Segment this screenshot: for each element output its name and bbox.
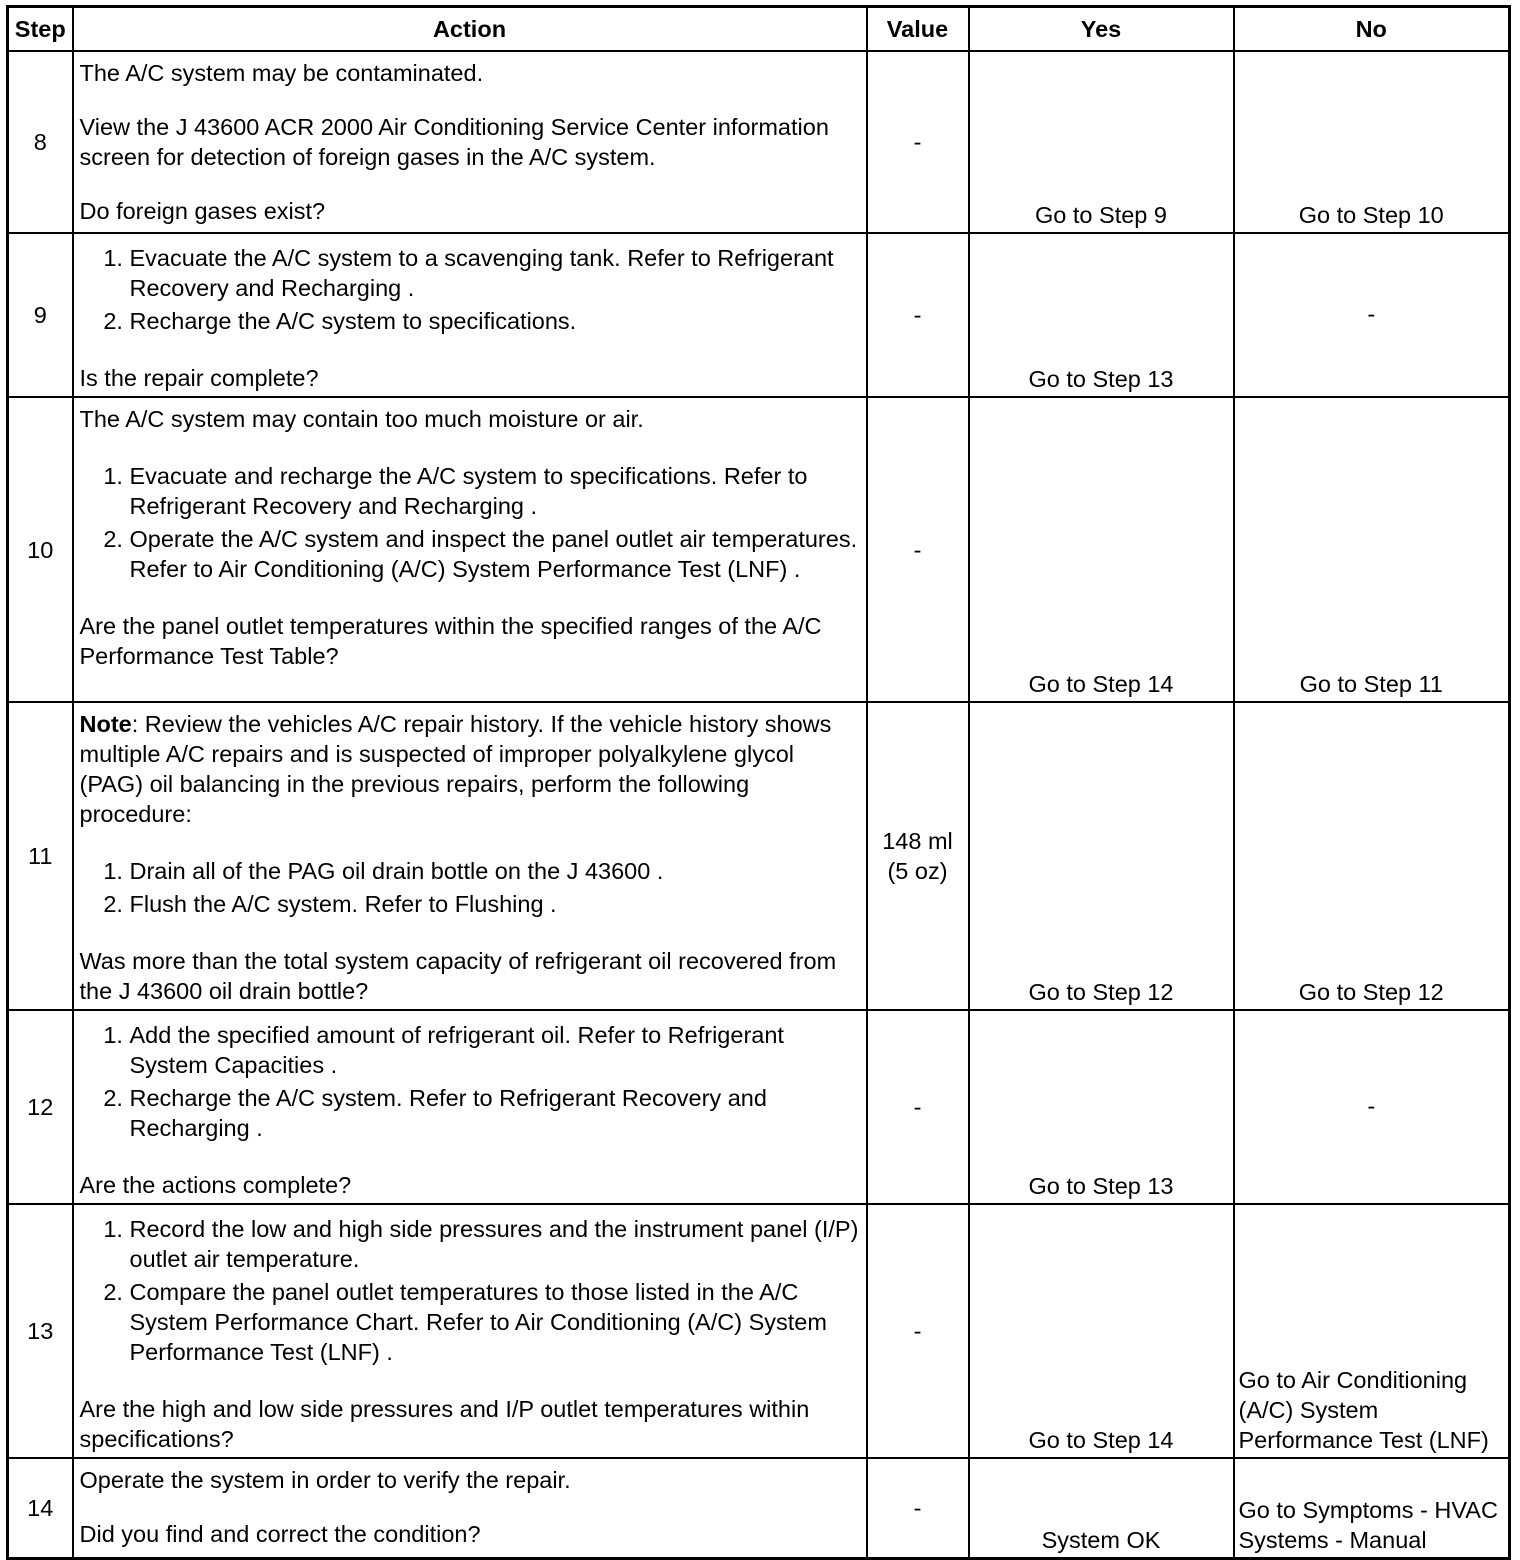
action-question: Is the repair complete?	[79, 365, 319, 391]
table-row	[8, 1204, 1510, 1458]
yes-cell: Go to Step 14	[969, 1204, 1234, 1458]
header-no: No	[1234, 7, 1510, 52]
no-cell: Go to Step 12	[1234, 702, 1510, 1010]
step-number: 10	[8, 397, 73, 702]
value-cell	[867, 702, 969, 1010]
action-question: Do foreign gases exist?	[79, 198, 326, 224]
yes-cell: Go to Step 13	[969, 233, 1234, 397]
step-number: 11	[8, 702, 73, 1010]
action-text: Operate the system in order to verify the repair.	[79, 1467, 571, 1493]
action-steps-list	[80, 461, 860, 584]
header-row	[8, 7, 1510, 52]
list-item: 2. Operate the A/C system and inspect the panel outlet air temperatures. Refer to Air Conditioning (A/C) System Performance Test (LNF) .	[130, 524, 860, 584]
table-row	[8, 1458, 1510, 1558]
list-item: 1. Record the low and high side pressures and the instrument panel (I/P) outlet air temperature.	[130, 1214, 860, 1274]
yes-cell: Go to Step 12	[969, 702, 1234, 1010]
step-number: 8	[8, 51, 73, 233]
no-cell: Go to Air Conditioning (A/C) System Performance Test (LNF)	[1234, 1204, 1510, 1458]
value-cell: -	[867, 1458, 969, 1558]
yes-cell: Go to Step 14	[969, 397, 1234, 702]
yes-cell: Go to Step 13	[969, 1010, 1234, 1204]
note-label: Note	[79, 711, 132, 737]
action-question: Are the high and low side pressures and I/P outlet temperatures within specifications?	[79, 1396, 810, 1452]
header-yes: Yes	[969, 7, 1234, 52]
action-cell	[73, 1010, 867, 1204]
action-steps-list	[80, 1020, 860, 1143]
header-action: Action	[73, 7, 867, 52]
value-cell: -	[867, 1010, 969, 1204]
value-cell: -	[867, 233, 969, 397]
no-cell: Go to Step 10	[1234, 51, 1510, 233]
action-cell	[73, 51, 867, 233]
action-question: Are the actions complete?	[79, 1172, 352, 1198]
step-number: 14	[8, 1458, 73, 1558]
action-question: Are the panel outlet temperatures within the specified ranges of the A/C Performance Test Table?	[79, 613, 822, 669]
list-item: 2. Compare the panel outlet temperatures to those listed in the A/C System Performance Chart. Refer to Air Conditioning (A/C) System Performance Test (LNF) .	[130, 1277, 860, 1367]
value-amount: 148 ml	[882, 828, 953, 854]
list-item: 1. Evacuate the A/C system to a scavenging tank. Refer to Refrigerant Recovery and Recharging .	[130, 243, 860, 303]
value-amount-alt: (5 oz)	[887, 858, 948, 884]
list-item: 2. Recharge the A/C system to specifications.	[130, 306, 860, 336]
table-row	[8, 702, 1510, 1010]
note-paragraph	[80, 709, 860, 829]
list-item: 1. Drain all of the PAG oil drain bottle on the J 43600 .	[130, 856, 860, 886]
table-row	[8, 51, 1510, 233]
action-cell	[73, 1458, 867, 1558]
diagnostic-table	[6, 5, 1511, 1560]
note-text: : Review the vehicles A/C repair history. If the vehicle history shows multiple A/C repairs and is suspected of improper polyalkylene glycol (PAG) oil balancing in the previous repairs, perform the following procedure:	[79, 711, 832, 827]
list-item: 1. Evacuate and recharge the A/C system to specifications. Refer to Refrigerant Recovery and Recharging .	[130, 461, 860, 521]
list-item: 2. Recharge the A/C system. Refer to Refrigerant Recovery and Recharging .	[130, 1083, 860, 1143]
action-cell	[73, 397, 867, 702]
action-text: View the J 43600 ACR 2000 Air Conditioning Service Center information screen for detection of foreign gases in the A/C system.	[79, 114, 829, 170]
yes-cell: System OK	[969, 1458, 1234, 1558]
table-row	[8, 233, 1510, 397]
list-item: 1. Add the specified amount of refrigerant oil. Refer to Refrigerant System Capacities .	[130, 1020, 860, 1080]
table-row	[8, 397, 1510, 702]
no-cell: -	[1234, 233, 1510, 397]
step-number: 9	[8, 233, 73, 397]
action-cell	[73, 702, 867, 1010]
yes-cell: Go to Step 9	[969, 51, 1234, 233]
no-cell: -	[1234, 1010, 1510, 1204]
step-number: 13	[8, 1204, 73, 1458]
header-value: Value	[867, 7, 969, 52]
value-cell: -	[867, 397, 969, 702]
action-question: Was more than the total system capacity of refrigerant oil recovered from the J 43600 oil drain bottle?	[79, 948, 837, 1004]
action-text: The A/C system may contain too much moisture or air.	[79, 406, 644, 432]
header-step: Step	[8, 7, 73, 52]
action-steps-list	[80, 1214, 860, 1367]
step-number: 12	[8, 1010, 73, 1204]
no-cell: Go to Step 11	[1234, 397, 1510, 702]
action-steps-list	[80, 856, 860, 919]
list-item: 2. Flush the A/C system. Refer to Flushing .	[130, 889, 860, 919]
action-cell	[73, 1204, 867, 1458]
action-cell	[73, 233, 867, 397]
action-steps-list	[80, 243, 860, 336]
no-cell: Go to Symptoms - HVAC Systems - Manual	[1234, 1458, 1510, 1558]
value-cell: -	[867, 1204, 969, 1458]
action-text: The A/C system may be contaminated.	[79, 60, 484, 86]
action-question: Did you find and correct the condition?	[79, 1521, 481, 1547]
table-row	[8, 1010, 1510, 1204]
value-cell: -	[867, 51, 969, 233]
